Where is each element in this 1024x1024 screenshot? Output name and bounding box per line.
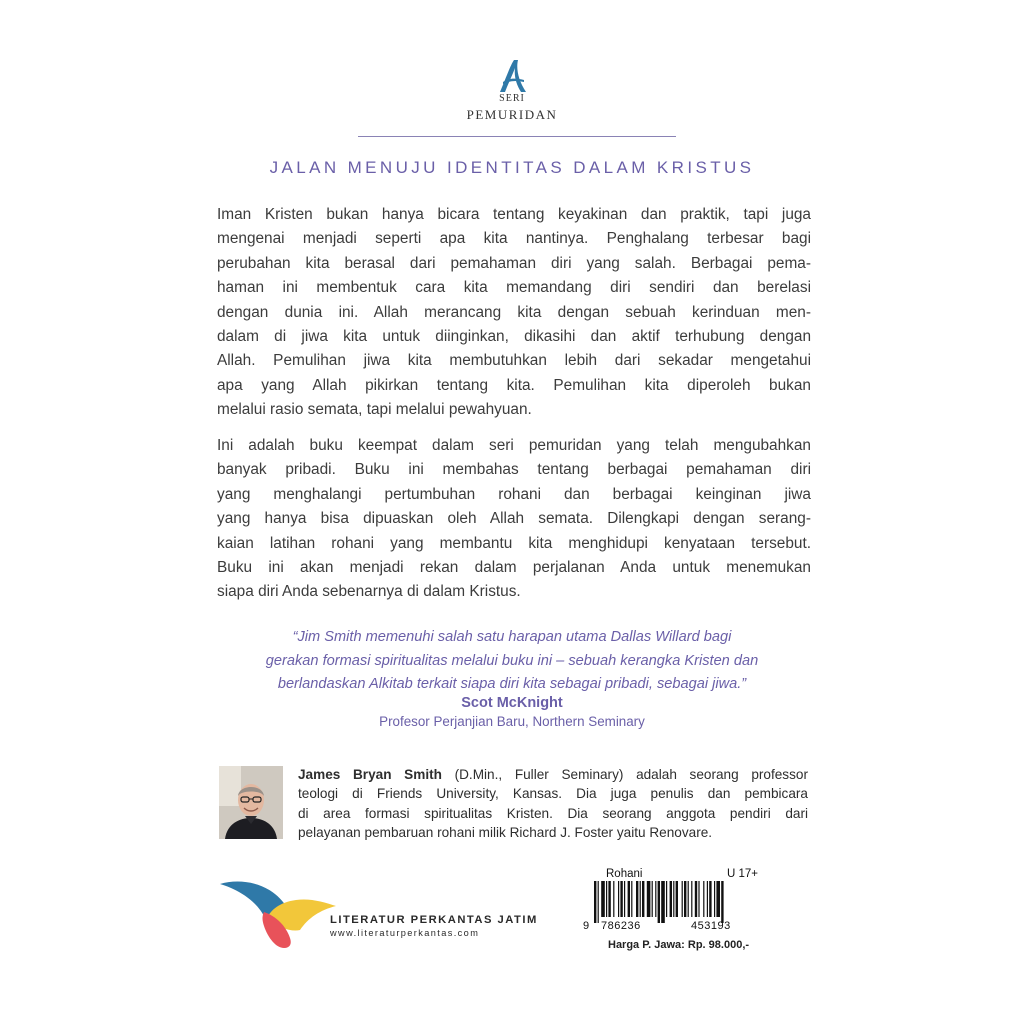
text-line: dalam di jiwa kita untuk diinginkan, dikasihi dan aktif terhubung dengan [217,327,811,345]
synopsis-paragraph-1 [217,203,811,423]
barcode-bar [631,881,632,917]
publisher-logo-icon [220,876,350,950]
author-photo [219,766,283,839]
barcode-bar [666,881,667,917]
bio-line: teologi di Friends University, Kansas. Dia juga penulis dan pembicara [298,786,808,802]
series-label-top: SERI [499,93,525,104]
barcode-bar [636,881,638,917]
text-line: yang menghalangi pertumbuhan rohani dan berbagai keinginan jiwa [217,485,811,503]
barcode-bar [613,881,614,917]
text-line: mengenai menjadi seperti apa kita nantinya. Penghalang terbesar bagi [217,230,811,248]
barcode-bar [703,881,704,917]
quote-line: berlandaskan Alkitab terkait siapa diri kita sebagai pribadi, sebagai jiwa.” [277,676,747,692]
barcode-bar [601,881,605,917]
quote-line: “Jim Smith memenuhi salah satu harapan utama Dallas Willard bagi [292,629,732,645]
barcode-bar [661,881,665,923]
barcode-bar [721,881,723,923]
endorsement-quote [200,626,824,697]
endorser-name: Scot McKnight [461,695,563,711]
quote-line: gerakan formasi spiritualitas melalui buku ini – sebuah kerangka Kristen dan [265,652,759,669]
text-line: melalui rasio semata, tapi melalui pewahyuan. [217,401,532,419]
seri-pemuridan-logo-icon [494,58,530,94]
barcode-bar [624,881,625,917]
author-bio [298,765,808,842]
barcode-bar [647,881,651,917]
barcode-bar [655,881,656,917]
barcode-bar [606,881,607,917]
barcode-age-rating: U 17+ [727,868,759,880]
barcode-bar [698,881,699,917]
text-line: banyak pribadi. Buku ini membahas tentang berbagai pemahaman diri [217,461,811,479]
book-subtitle-heading: JALAN MENUJU IDENTITAS DALAM KRISTUS [269,158,755,177]
synopsis-paragraph-2 [217,434,811,605]
barcode-bar [618,881,619,917]
barcode-bar [673,881,674,917]
author-name: James Bryan Smith [298,767,442,782]
text-line: Allah. Pemulihan jiwa kita membutuhkan lebih dari sekadar mengetahui [217,352,811,370]
price-label: Harga P. Jawa: Rp. 98.000,- [608,939,750,951]
barcode-bar [707,881,708,917]
series-label-bottom: PEMURIDAN [466,107,558,122]
text-line: apa yang Allah pikirkan tentang kita. Pemulihan kita diperoleh bukan [217,376,811,394]
text-line: Buku ini akan menjadi rekan dalam perjalanan Anda untuk menemukan [217,558,811,576]
barcode-digits-right: 453193 [691,920,731,932]
text-line: Ini adalah buku keempat dalam seri pemuridan yang telah mengubahkan [217,437,811,454]
bio-line: di area formasi spiritualitas Kristen. Dia seorang anggota pendiri dari [298,805,808,821]
text-line: haman ini membentuk cara kita memandang diri sendiri dan berelasi [217,279,811,297]
bio-line [298,765,808,784]
barcode-bar [658,881,660,923]
barcode-bar [716,881,720,917]
barcode-bar [682,881,683,917]
endorser-role: Profesor Perjanjian Baru, Northern Seminary [379,714,645,729]
text-line: siapa diri Anda sebenarnya di dalam Kristus. [217,583,521,601]
barcode-bar [640,881,641,917]
publisher-website: www.literaturperkantas.com [330,928,480,938]
barcode-category-label: Rohani [606,868,643,880]
text-line: dengan dunia ini. Allah merancang kita dengan sebuah kerinduan men- [217,303,811,321]
header-divider [358,136,676,137]
barcode-bar [620,881,622,917]
barcode-bar [691,881,692,917]
barcode-bar [676,881,678,917]
text-line: Iman Kristen bukan hanya bicara tentang keyakinan dan praktik, tapi juga [217,206,811,223]
text-line: kaian latihan rohani yang membantu kita menghidupi kenyataan tersebut. [217,534,811,552]
barcode-bar [652,881,653,917]
barcode-bar [688,881,689,917]
barcode-bar [628,881,630,917]
barcode-digit-lead: 9 [583,920,590,932]
text-line: perubahan kita berasal dari pemahaman diri yang salah. Berbagai pema- [217,254,811,272]
barcode-bar [670,881,672,917]
barcode-digits-left: 786236 [601,920,641,932]
barcode-bar [709,881,711,917]
barcode-bar [684,881,686,917]
barcode-bar [598,881,599,923]
barcode-bar [714,881,715,917]
barcode-bar [608,881,610,917]
bio-line: pelayanan pembaruan rohani milik Richard J. Foster yaitu Renovare. [298,824,713,840]
barcode-bar [594,881,596,923]
publisher-name: LITERATUR PERKANTAS JATIM [330,914,538,926]
text-line: yang hanya bisa dipuaskan oleh Allah semata. Dilengkapi dengan serang- [217,510,811,528]
bio-first-line-rest: (D.Min., Fuller Seminary) adalah seorang professor [441,767,808,782]
barcode-bar [695,881,697,917]
barcode-bar [642,881,644,917]
